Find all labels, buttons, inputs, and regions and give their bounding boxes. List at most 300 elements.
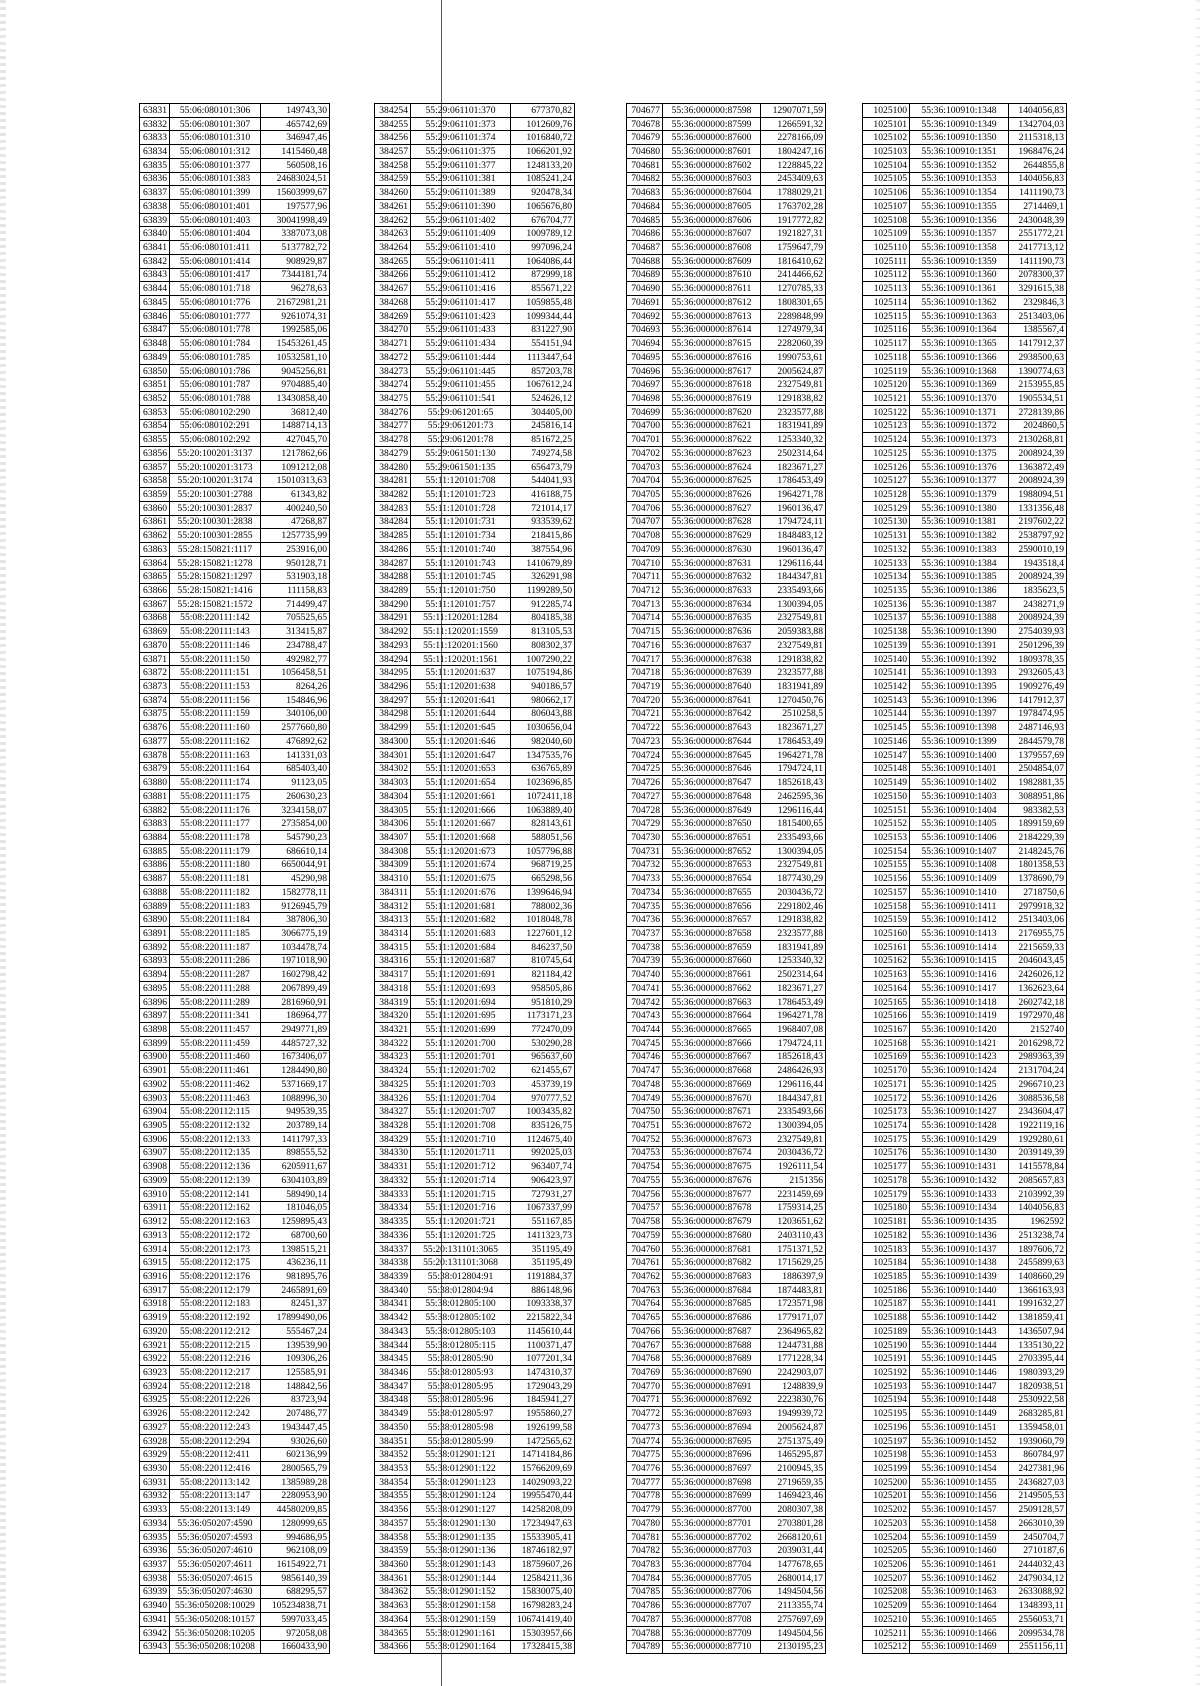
table-row [627, 1324, 826, 1338]
table-row [863, 693, 1067, 707]
cadastral-value: 15533905,41 [511, 1530, 575, 1544]
cadastral-number: 55:06:080101:785 [170, 350, 261, 364]
table-row [627, 693, 826, 707]
table-row [863, 982, 1067, 996]
row-number: 384354 [375, 1475, 411, 1489]
table-row [375, 1297, 575, 1311]
cadastral-value: 821184,42 [511, 968, 575, 982]
table-row [375, 1352, 575, 1366]
row-number: 1025178 [863, 1174, 910, 1188]
cadastral-number: 55:11:120201:1284 [411, 611, 511, 625]
cadastral-value: 340106,00 [261, 707, 330, 721]
cadastral-number: 55:36:100910:1435 [910, 1215, 1009, 1229]
row-number: 384311 [375, 885, 411, 899]
table-row [863, 885, 1067, 899]
row-number: 384288 [375, 570, 411, 584]
row-number: 1025136 [863, 597, 910, 611]
cadastral-number: 55:36:000000:87619 [663, 392, 761, 406]
cadastral-value: 1335130,22 [1009, 1338, 1067, 1352]
row-number: 1025199 [863, 1462, 910, 1476]
cadastral-number: 55:36:000000:87699 [663, 1489, 761, 1503]
cadastral-value: 2932605,43 [1009, 666, 1067, 680]
row-number: 384330 [375, 1146, 411, 1160]
row-number: 384363 [375, 1599, 411, 1613]
table-row [863, 337, 1067, 351]
cadastral-number: 55:36:000000:87644 [663, 735, 761, 749]
cadastral-number: 55:36:000000:87620 [663, 405, 761, 419]
row-number: 1025107 [863, 200, 910, 214]
cadastral-number: 55:36:100910:1397 [910, 707, 1009, 721]
row-number: 63898 [140, 1023, 170, 1037]
table-row [375, 913, 575, 927]
cadastral-value: 1972970,48 [1009, 1009, 1067, 1023]
table-row [140, 803, 330, 817]
row-number: 63905 [140, 1119, 170, 1133]
table-row [375, 762, 575, 776]
row-number: 63925 [140, 1393, 170, 1407]
table-row [375, 844, 575, 858]
cadastral-number: 55:08:220111:183 [170, 899, 261, 913]
cadastral-value: 2030436,72 [761, 1146, 826, 1160]
cadastral-value: 1291838,82 [761, 913, 826, 927]
row-number: 384263 [375, 227, 411, 241]
row-number: 1025133 [863, 556, 910, 570]
cadastral-number: 55:11:120101:740 [411, 543, 511, 557]
table-row [627, 1009, 826, 1023]
cadastral-value: 1788029,21 [761, 186, 826, 200]
cadastral-value: 1980393,29 [1009, 1366, 1067, 1380]
table-row [375, 639, 575, 653]
table-row [140, 213, 330, 227]
row-number: 384300 [375, 735, 411, 749]
cadastral-number: 55:36:100910:1410 [910, 885, 1009, 899]
row-number: 384270 [375, 323, 411, 337]
table-row [863, 117, 1067, 131]
row-number: 63939 [140, 1585, 170, 1599]
table-row [627, 1530, 826, 1544]
row-number: 384264 [375, 241, 411, 255]
cadastral-value: 2844579,78 [1009, 735, 1067, 749]
table-row [140, 1146, 330, 1160]
cadastral-value: 3088536,58 [1009, 1091, 1067, 1105]
cadastral-value: 436236,11 [261, 1256, 330, 1270]
cadastral-value: 2530922,58 [1009, 1393, 1067, 1407]
row-number: 63884 [140, 831, 170, 845]
table-row [140, 954, 330, 968]
cadastral-value: 2668120,61 [761, 1530, 826, 1544]
row-number: 704689 [627, 268, 663, 282]
table-row [863, 488, 1067, 502]
cadastral-value: 2016298,72 [1009, 1036, 1067, 1050]
row-number: 1025191 [863, 1352, 910, 1366]
cadastral-value: 2323577,88 [761, 666, 826, 680]
table-row [627, 1448, 826, 1462]
row-number: 704786 [627, 1599, 663, 1613]
cadastral-number: 55:36:100910:1390 [910, 625, 1009, 639]
cadastral-number: 55:36:000000:87634 [663, 597, 761, 611]
cadastral-value: 1411190,73 [1009, 186, 1067, 200]
table-row [140, 858, 330, 872]
row-number: 704714 [627, 611, 663, 625]
table-row [140, 1544, 330, 1558]
table-row [375, 1105, 575, 1119]
cadastral-value: 831227,90 [511, 323, 575, 337]
cadastral-value: 2008924,39 [1009, 611, 1067, 625]
cadastral-number: 55:36:000000:87632 [663, 570, 761, 584]
cadastral-number: 55:36:100910:1396 [910, 693, 1009, 707]
table-row [140, 337, 330, 351]
cadastral-number: 55:08:220112:411 [170, 1448, 261, 1462]
cadastral-number: 55:11:120201:691 [411, 968, 511, 982]
table-row [375, 1613, 575, 1627]
cadastral-table-2 [374, 103, 575, 1654]
row-number: 1025100 [863, 104, 910, 118]
cadastral-value: 1088996,30 [261, 1091, 330, 1105]
cadastral-value: 2329846,3 [1009, 296, 1067, 310]
cadastral-number: 55:36:000000:87600 [663, 131, 761, 145]
cadastral-value: 1794724,11 [761, 515, 826, 529]
row-number: 384362 [375, 1585, 411, 1599]
cadastral-number: 55:06:080101:414 [170, 254, 261, 268]
row-number: 1025182 [863, 1228, 910, 1242]
row-number: 704739 [627, 954, 663, 968]
table-row [140, 501, 330, 515]
cadastral-value: 2436827,03 [1009, 1475, 1067, 1489]
cadastral-number: 55:36:100910:1383 [910, 543, 1009, 557]
table-row [863, 543, 1067, 557]
cadastral-value: 1018048,78 [511, 913, 575, 927]
cadastral-value: 1991632,27 [1009, 1297, 1067, 1311]
table-row [627, 350, 826, 364]
cadastral-number: 55:08:220112:173 [170, 1242, 261, 1256]
cadastral-number: 55:08:220112:162 [170, 1201, 261, 1215]
cadastral-value: 492982,77 [261, 652, 330, 666]
cadastral-value: 588051,56 [511, 831, 575, 845]
cadastral-number: 55:08:220112:212 [170, 1324, 261, 1338]
row-number: 63865 [140, 570, 170, 584]
cadastral-value: 1943518,4 [1009, 556, 1067, 570]
cadastral-number: 55:11:120201:638 [411, 680, 511, 694]
row-number: 1025121 [863, 392, 910, 406]
cadastral-value: 1284490,80 [261, 1064, 330, 1078]
row-number: 384290 [375, 597, 411, 611]
cadastral-number: 55:29:061501:130 [411, 446, 511, 460]
cadastral-number: 55:11:120201:704 [411, 1091, 511, 1105]
cadastral-number: 55:20:100301:2837 [170, 501, 261, 515]
row-number: 63844 [140, 282, 170, 296]
table-row [375, 419, 575, 433]
row-number: 1025113 [863, 282, 910, 296]
cadastral-number: 55:38:012901:136 [411, 1544, 511, 1558]
row-number: 384349 [375, 1407, 411, 1421]
table-row [863, 350, 1067, 364]
cadastral-number: 55:08:220111:182 [170, 885, 261, 899]
cadastral-number: 55:08:220112:215 [170, 1338, 261, 1352]
row-number: 63869 [140, 625, 170, 639]
cadastral-number: 55:36:100910:1399 [910, 735, 1009, 749]
row-number: 384276 [375, 405, 411, 419]
cadastral-number: 55:36:100910:1407 [910, 844, 1009, 858]
table-row [140, 1324, 330, 1338]
table-row [627, 803, 826, 817]
cadastral-value: 1404056,83 [1009, 172, 1067, 186]
cadastral-value: 9126945,79 [261, 899, 330, 913]
cadastral-value: 1417912,37 [1009, 693, 1067, 707]
row-number: 63940 [140, 1599, 170, 1613]
row-number: 1025140 [863, 652, 910, 666]
table-row [627, 1475, 826, 1489]
row-number: 704783 [627, 1558, 663, 1572]
table-row [375, 776, 575, 790]
table-row [140, 1119, 330, 1133]
cadastral-value: 1066201,92 [511, 145, 575, 159]
table-row [140, 844, 330, 858]
row-number: 1025151 [863, 803, 910, 817]
row-number: 704733 [627, 872, 663, 886]
cadastral-number: 55:08:220111:181 [170, 872, 261, 886]
cadastral-value: 2215822,34 [511, 1311, 575, 1325]
cadastral-value: 2426026,12 [1009, 968, 1067, 982]
row-number: 63848 [140, 337, 170, 351]
table-row [863, 268, 1067, 282]
cadastral-number: 55:36:100910:1382 [910, 529, 1009, 543]
row-number: 63871 [140, 652, 170, 666]
cadastral-number: 55:36:000000:87696 [663, 1448, 761, 1462]
cadastral-value: 1477678,65 [761, 1558, 826, 1572]
cadastral-value: 16154922,71 [261, 1558, 330, 1572]
row-number: 63935 [140, 1530, 170, 1544]
cadastral-value: 1009789,12 [511, 227, 575, 241]
cadastral-number: 55:29:061101:412 [411, 268, 511, 282]
cadastral-number: 55:08:220112:192 [170, 1311, 261, 1325]
cadastral-number: 55:11:120201:661 [411, 789, 511, 803]
table-row [863, 515, 1067, 529]
cadastral-number: 55:11:120201:714 [411, 1174, 511, 1188]
cadastral-number: 55:36:100910:1384 [910, 556, 1009, 570]
table-row [375, 885, 575, 899]
table-row [627, 872, 826, 886]
cadastral-number: 55:36:100910:1391 [910, 639, 1009, 653]
cadastral-number: 55:36:100910:1355 [910, 200, 1009, 214]
row-number: 63910 [140, 1187, 170, 1201]
cadastral-value: 1274979,34 [761, 323, 826, 337]
row-number: 1025148 [863, 762, 910, 776]
row-number: 704738 [627, 940, 663, 954]
row-number: 704682 [627, 172, 663, 186]
cadastral-number: 55:11:120201:675 [411, 872, 511, 886]
row-number: 63928 [140, 1434, 170, 1448]
cadastral-value: 6304103,89 [261, 1174, 330, 1188]
row-number: 704730 [627, 831, 663, 845]
row-number: 63889 [140, 899, 170, 913]
cadastral-number: 55:38:012901:130 [411, 1517, 511, 1531]
row-number: 704721 [627, 707, 663, 721]
row-number: 1025159 [863, 913, 910, 927]
cadastral-number: 55:36:000000:87662 [663, 982, 761, 996]
row-number: 384325 [375, 1078, 411, 1092]
cadastral-number: 55:08:220111:153 [170, 680, 261, 694]
cadastral-value: 326291,98 [511, 570, 575, 584]
cadastral-number: 55:36:000000:87705 [663, 1571, 761, 1585]
row-number: 63831 [140, 104, 170, 118]
row-number: 704762 [627, 1270, 663, 1284]
table-row [375, 789, 575, 803]
row-number: 704686 [627, 227, 663, 241]
cadastral-number: 55:36:100910:1365 [910, 337, 1009, 351]
cadastral-value: 1404056,83 [1009, 104, 1067, 118]
cadastral-value: 245816,14 [511, 419, 575, 433]
row-number: 384335 [375, 1215, 411, 1229]
table-row [863, 1242, 1067, 1256]
row-number: 1025122 [863, 405, 910, 419]
table-row [375, 1571, 575, 1585]
table-row [140, 995, 330, 1009]
cadastral-number: 55:36:100910:1414 [910, 940, 1009, 954]
table-row [627, 241, 826, 255]
table-row [140, 186, 330, 200]
cadastral-value: 1820938,51 [1009, 1379, 1067, 1393]
cadastral-number: 55:06:080102:291 [170, 419, 261, 433]
cadastral-value: 524626,12 [511, 392, 575, 406]
row-number: 1025126 [863, 460, 910, 474]
cadastral-number: 55:36:100910:1348 [910, 104, 1009, 118]
cadastral-number: 55:06:080101:776 [170, 296, 261, 310]
table-row [863, 1146, 1067, 1160]
cadastral-value: 1417912,37 [1009, 337, 1067, 351]
row-number: 63922 [140, 1352, 170, 1366]
cadastral-number: 55:36:100910:1385 [910, 570, 1009, 584]
cadastral-value: 2680014,17 [761, 1571, 826, 1585]
cadastral-number: 55:38:012901:127 [411, 1503, 511, 1517]
cadastral-number: 55:36:100910:1436 [910, 1228, 1009, 1242]
cadastral-value: 10532581,10 [261, 350, 330, 364]
cadastral-number: 55:08:220111:187 [170, 940, 261, 954]
cadastral-value: 12907071,59 [761, 104, 826, 118]
table-row [863, 1352, 1067, 1366]
table-row [140, 584, 330, 598]
cadastral-number: 55:08:220112:416 [170, 1462, 261, 1476]
table-row [863, 954, 1067, 968]
table-row [863, 1311, 1067, 1325]
row-number: 1025202 [863, 1503, 910, 1517]
table-row [140, 254, 330, 268]
table-row [627, 597, 826, 611]
row-number: 704687 [627, 241, 663, 255]
row-number: 704755 [627, 1174, 663, 1188]
cadastral-number: 55:20:131101:3068 [411, 1256, 511, 1270]
row-number: 384262 [375, 213, 411, 227]
row-number: 704704 [627, 474, 663, 488]
cadastral-value: 346947,46 [261, 131, 330, 145]
cadastral-value: 2148245,76 [1009, 844, 1067, 858]
cadastral-number: 55:36:100910:1448 [910, 1393, 1009, 1407]
row-number: 63876 [140, 721, 170, 735]
row-number: 384293 [375, 639, 411, 653]
table-row [140, 1242, 330, 1256]
table-row [140, 1270, 330, 1284]
row-number: 1025163 [863, 968, 910, 982]
cadastral-value: 2633088,92 [1009, 1585, 1067, 1599]
cadastral-value: 2278166,09 [761, 131, 826, 145]
table-row [375, 597, 575, 611]
cadastral-value: 5371669,17 [261, 1078, 330, 1092]
row-number: 704773 [627, 1421, 663, 1435]
row-number: 384309 [375, 858, 411, 872]
cadastral-number: 55:36:000000:87708 [663, 1613, 761, 1627]
cadastral-number: 55:36:100910:1398 [910, 721, 1009, 735]
cadastral-number: 55:36:000000:87656 [663, 899, 761, 913]
table-row [140, 1036, 330, 1050]
table-row [627, 337, 826, 351]
cadastral-value: 2403110,43 [761, 1228, 826, 1242]
cadastral-number: 55:36:000000:87687 [663, 1324, 761, 1338]
row-number: 704691 [627, 296, 663, 310]
cadastral-number: 55:29:061101:434 [411, 337, 511, 351]
cadastral-value: 676704,77 [511, 213, 575, 227]
cadastral-number: 55:36:000000:87616 [663, 350, 761, 364]
table-row [375, 1064, 575, 1078]
row-number: 704724 [627, 748, 663, 762]
row-number: 704679 [627, 131, 663, 145]
cadastral-value: 1363872,49 [1009, 460, 1067, 474]
cadastral-number: 55:36:000000:87654 [663, 872, 761, 886]
cadastral-number: 55:36:050208:10029 [170, 1599, 261, 1613]
cadastral-number: 55:29:061101:390 [411, 200, 511, 214]
table-row [140, 1132, 330, 1146]
cadastral-value: 1831941,89 [761, 940, 826, 954]
row-number: 704787 [627, 1613, 663, 1627]
table-row [140, 309, 330, 323]
cadastral-value: 83723,94 [261, 1393, 330, 1407]
row-number: 1025197 [863, 1434, 910, 1448]
cadastral-number: 55:36:100910:1400 [910, 748, 1009, 762]
cadastral-number: 55:08:220111:180 [170, 858, 261, 872]
row-number: 384254 [375, 104, 411, 118]
row-number: 1025198 [863, 1448, 910, 1462]
table-row [627, 940, 826, 954]
cadastral-value: 197577,96 [261, 200, 330, 214]
table-row [627, 1064, 826, 1078]
cadastral-number: 55:08:220111:174 [170, 776, 261, 790]
cadastral-number: 55:06:080101:778 [170, 323, 261, 337]
table-row [627, 1297, 826, 1311]
cadastral-value: 1228845,22 [761, 158, 826, 172]
row-number: 704727 [627, 789, 663, 803]
cadastral-value: 898555,52 [261, 1146, 330, 1160]
cadastral-value: 2223830,76 [761, 1393, 826, 1407]
table-row [140, 872, 330, 886]
table-row [140, 721, 330, 735]
row-number: 1025154 [863, 844, 910, 858]
cadastral-value: 2710187,6 [1009, 1544, 1067, 1558]
row-number: 1025169 [863, 1050, 910, 1064]
cadastral-number: 55:36:000000:87706 [663, 1585, 761, 1599]
table-row [375, 625, 575, 639]
cadastral-number: 55:08:220112:135 [170, 1146, 261, 1160]
cadastral-value: 912285,74 [511, 597, 575, 611]
cadastral-number: 55:36:000000:87613 [663, 309, 761, 323]
row-number: 63917 [140, 1283, 170, 1297]
table-row [375, 378, 575, 392]
row-number: 384333 [375, 1187, 411, 1201]
cadastral-value: 6205911,67 [261, 1160, 330, 1174]
table-row [140, 419, 330, 433]
row-number: 384339 [375, 1270, 411, 1284]
table-row [140, 227, 330, 241]
table-row [863, 968, 1067, 982]
row-number: 384343 [375, 1324, 411, 1338]
cadastral-number: 55:36:000000:87612 [663, 296, 761, 310]
